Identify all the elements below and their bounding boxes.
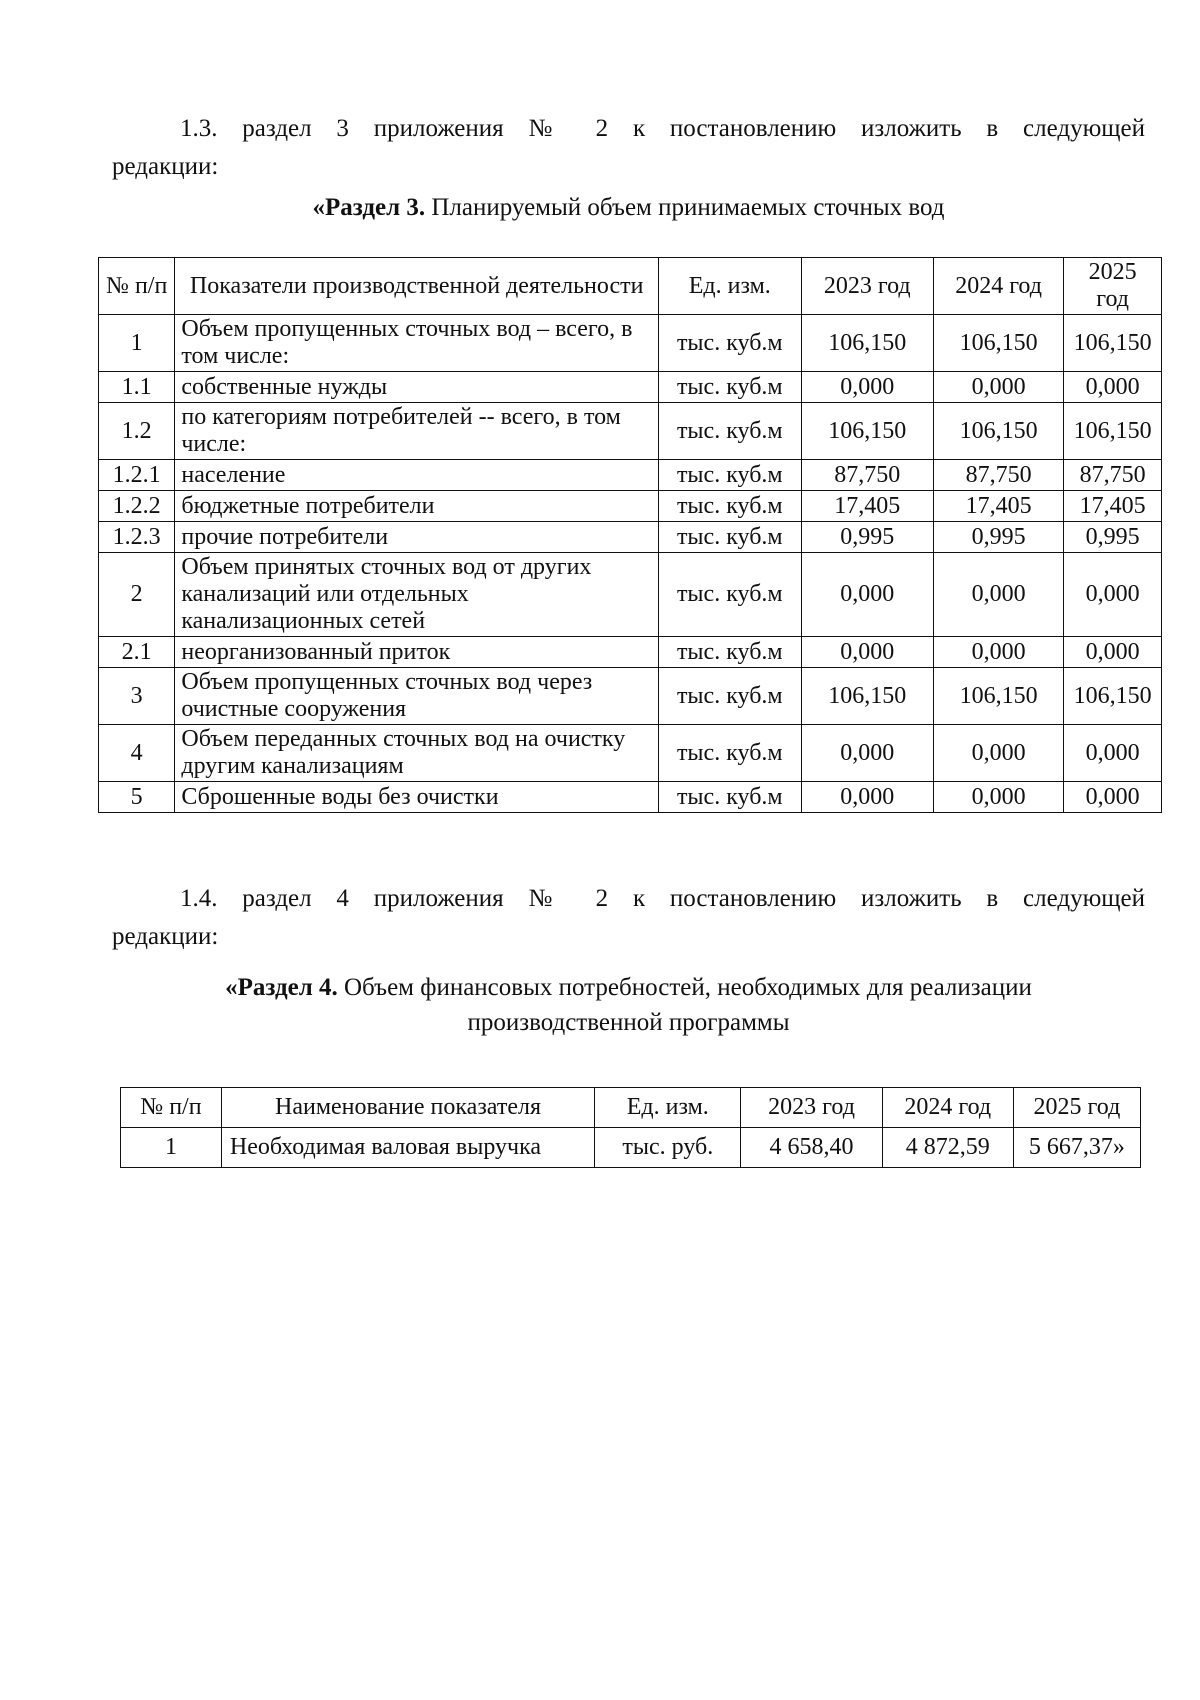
- section-3-title: [112, 190, 1145, 225]
- row-value-2023: 17,405: [801, 491, 933, 522]
- row-indicator: Объем переданных сточных вод на очистку другим канализациям: [175, 725, 659, 782]
- table-row: [99, 522, 1162, 553]
- row-value-2025: 0,000: [1064, 637, 1162, 668]
- row-value-2023: 87,750: [801, 460, 933, 491]
- row-unit: тыс. куб.м: [659, 553, 802, 637]
- row-indicator: Объем принятых сточных вод от других канализаций или отдельных канализационных сетей: [175, 553, 659, 637]
- row-number: 1.2: [99, 403, 175, 460]
- section-3-title-bold: «Раздел 3.: [312, 194, 426, 221]
- table-row: [99, 725, 1162, 782]
- header-2024: 2024 год: [933, 258, 1063, 315]
- row-indicator: прочие потребители: [175, 522, 659, 553]
- row-value-2025: 0,000: [1064, 782, 1162, 813]
- row-value-2024: 0,000: [933, 372, 1063, 403]
- row-indicator: Сброшенные воды без очистки: [175, 782, 659, 813]
- row-value-2024: 106,150: [933, 668, 1063, 725]
- row-indicator: по категориям потребителей -- всего, в том числе:: [175, 403, 659, 460]
- row-number: 3: [99, 668, 175, 725]
- row-value-2025: 106,150: [1064, 315, 1162, 372]
- row-value-2025: 106,150: [1064, 403, 1162, 460]
- section-4-title-text: Объем финансовых потребностей, необходимых для реализации: [337, 974, 1032, 1001]
- row-value-2023: 0,000: [801, 637, 933, 668]
- header-unit: Ед. изм.: [659, 258, 802, 315]
- row-indicator: население: [175, 460, 659, 491]
- table-row: [99, 668, 1162, 725]
- header-2025: 2025 год: [1013, 1088, 1140, 1128]
- section-4-title: [112, 970, 1145, 1040]
- header-2023: 2023 год: [801, 258, 933, 315]
- row-number: 2.1: [99, 637, 175, 668]
- header-number: № п/п: [121, 1088, 222, 1128]
- row-value-2025: 87,750: [1064, 460, 1162, 491]
- row-value-2024: 106,150: [933, 315, 1063, 372]
- section-3-table: [98, 257, 1162, 813]
- table-row: [99, 315, 1162, 372]
- header-2024: 2024 год: [882, 1088, 1013, 1128]
- row-indicator: Объем пропущенных сточных вод через очистные сооружения: [175, 668, 659, 725]
- row-indicator: Объем пропущенных сточных вод – всего, в том числе:: [175, 315, 659, 372]
- row-value-2025: 0,000: [1064, 725, 1162, 782]
- row-value-2024: 0,000: [933, 725, 1063, 782]
- row-value-2023: 0,000: [801, 782, 933, 813]
- table-row: [99, 782, 1162, 813]
- row-value-2025: 0,000: [1064, 372, 1162, 403]
- row-value-2023: 0,000: [801, 725, 933, 782]
- row-value-2023: 4 658,40: [741, 1128, 882, 1168]
- section-3-title-text: Планируемый объем принимаемых сточных вод: [425, 194, 945, 221]
- row-unit: тыс. куб.м: [659, 372, 802, 403]
- row-number: 4: [99, 725, 175, 782]
- row-number: 1.2.1: [99, 460, 175, 491]
- table-row: [121, 1128, 1141, 1168]
- header-unit: Ед. изм.: [595, 1088, 741, 1128]
- row-unit: тыс. куб.м: [659, 491, 802, 522]
- row-value-2025: 0,995: [1064, 522, 1162, 553]
- row-value-2025: 17,405: [1064, 491, 1162, 522]
- header-indicator: Показатели производственной деятельности: [175, 258, 659, 315]
- row-number: 1: [121, 1128, 222, 1168]
- row-value-2024: 0,000: [933, 553, 1063, 637]
- section-4-title-bold: «Раздел 4.: [225, 974, 338, 1001]
- header-2023: 2023 год: [741, 1088, 882, 1128]
- row-unit: тыс. куб.м: [659, 403, 802, 460]
- row-value-2023: 0,000: [801, 372, 933, 403]
- table-header-row: [121, 1088, 1141, 1128]
- paragraph-1-4-line1: 1.4. раздел 4 приложения № 2 к постановлению изложить в следующей: [180, 885, 1145, 912]
- row-indicator: Необходимая валовая выручка: [221, 1128, 594, 1168]
- row-unit: тыс. куб.м: [659, 782, 802, 813]
- row-value-2024: 0,000: [933, 782, 1063, 813]
- table-row: [99, 553, 1162, 637]
- row-value-2024: 106,150: [933, 403, 1063, 460]
- table-row: [99, 637, 1162, 668]
- row-value-2025: 106,150: [1064, 668, 1162, 725]
- row-unit: тыс. куб.м: [659, 522, 802, 553]
- row-value-2025: 0,000: [1064, 553, 1162, 637]
- row-unit: тыс. куб.м: [659, 668, 802, 725]
- row-number: 1.2.3: [99, 522, 175, 553]
- row-number: 1.1: [99, 372, 175, 403]
- row-value-2024: 0,000: [933, 637, 1063, 668]
- row-value-2024: 0,995: [933, 522, 1063, 553]
- row-value-2023: 0,000: [801, 553, 933, 637]
- table-header-row: [99, 258, 1162, 315]
- row-number: 2: [99, 553, 175, 637]
- paragraph-1-4: [112, 880, 1145, 956]
- row-value-2023: 106,150: [801, 315, 933, 372]
- row-value-2023: 0,995: [801, 522, 933, 553]
- row-value-2023: 106,150: [801, 403, 933, 460]
- row-indicator: неорганизованный приток: [175, 637, 659, 668]
- paragraph-1-3-line2: редакции:: [112, 153, 219, 180]
- section-4-title-line2: производственной программы: [467, 1009, 790, 1036]
- row-indicator: бюджетные потребители: [175, 491, 659, 522]
- table-row: [99, 403, 1162, 460]
- row-number: 5: [99, 782, 175, 813]
- row-unit: тыс. куб.м: [659, 725, 802, 782]
- row-unit: тыс. куб.м: [659, 637, 802, 668]
- section-4-table: [120, 1087, 1141, 1168]
- row-unit: тыс. куб.м: [659, 315, 802, 372]
- header-indicator: Наименование показателя: [221, 1088, 594, 1128]
- header-number: № п/п: [99, 258, 175, 315]
- row-value-2025: 5 667,37»: [1013, 1128, 1140, 1168]
- row-unit: тыс. куб.м: [659, 460, 802, 491]
- table-row: [99, 491, 1162, 522]
- row-unit: тыс. руб.: [595, 1128, 741, 1168]
- row-number: 1.2.2: [99, 491, 175, 522]
- table-row: [99, 460, 1162, 491]
- paragraph-1-3: [112, 110, 1145, 186]
- row-value-2024: 87,750: [933, 460, 1063, 491]
- paragraph-1-3-line1: 1.3. раздел 3 приложения № 2 к постановлению изложить в следующей: [180, 115, 1145, 142]
- header-2025: 2025 год: [1064, 258, 1162, 315]
- row-value-2024: 17,405: [933, 491, 1063, 522]
- row-value-2023: 106,150: [801, 668, 933, 725]
- row-number: 1: [99, 315, 175, 372]
- paragraph-1-4-line2: редакции:: [112, 923, 219, 950]
- table-row: [99, 372, 1162, 403]
- row-value-2024: 4 872,59: [882, 1128, 1013, 1168]
- row-indicator: собственные нужды: [175, 372, 659, 403]
